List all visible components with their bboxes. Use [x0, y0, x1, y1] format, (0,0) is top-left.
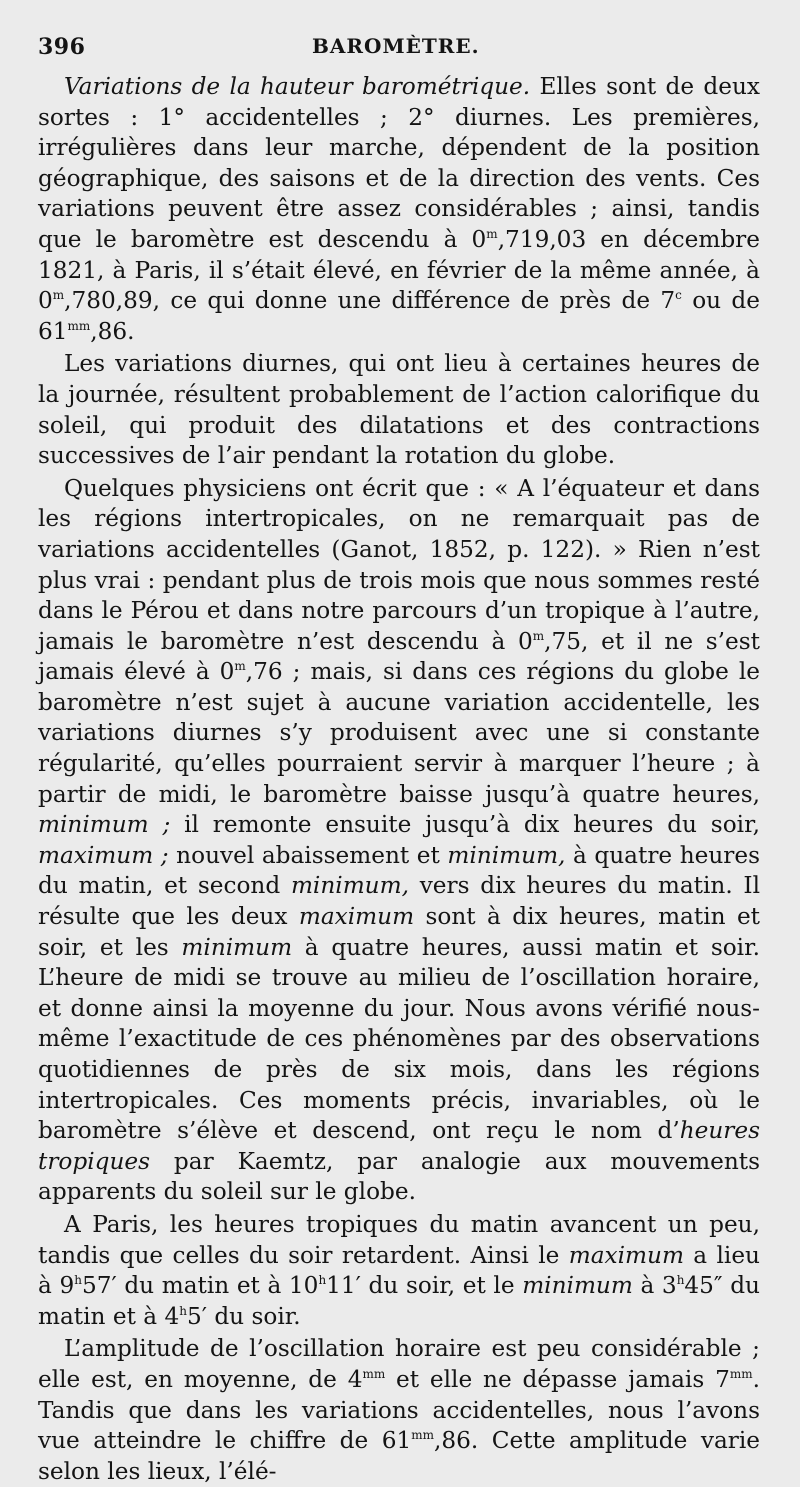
- running-head: BAROMÈTRE.: [312, 34, 480, 58]
- superscript-run: h: [74, 1273, 82, 1288]
- italic-run: maximum: [568, 1241, 684, 1269]
- text-run: ,75, et il ne s’est jamais élevé à 0: [38, 627, 760, 686]
- italic-run: minimum ;: [38, 811, 171, 839]
- text-run: L’amplitude de l’oscillation horaire est peu considérable ; elle est, en moyenne, de 4: [38, 1335, 760, 1393]
- superscript-run: m: [486, 226, 498, 241]
- italic-run: minimum: [181, 933, 293, 961]
- superscript-run: m: [234, 659, 246, 674]
- italic-run: minimum,: [290, 872, 409, 900]
- italic-run: maximum ;: [38, 841, 169, 869]
- text-run: par Kaemtz, par analogie aux mouvements apparents du soleil sur le globe.: [38, 1147, 760, 1206]
- italic-run: heures tropiques: [38, 1117, 760, 1175]
- paragraph: [38, 1210, 760, 1332]
- text-run: ,86.: [90, 317, 135, 345]
- superscript-run: h: [318, 1273, 327, 1288]
- text-run: ,719,03 en décembre 1821, à Paris, il s’était élevé, en février de la même année, à 0: [38, 225, 760, 315]
- paragraph: [38, 349, 760, 471]
- text-run: sont à dix heures, matin et soir, et les: [38, 903, 760, 961]
- text-run: et elle ne dépasse jamais 7: [385, 1365, 730, 1393]
- superscript-run: mm: [362, 1366, 386, 1381]
- page-header: [38, 28, 760, 62]
- body-text: [38, 72, 760, 1487]
- superscript-run: mm: [411, 1428, 434, 1443]
- text-run: 11′ du soir, et le: [326, 1272, 523, 1300]
- superscript-run: h: [676, 1273, 685, 1288]
- text-run: Quelques physiciens ont écrit que : « A l’équateur et dans les régions intertropicales, on ne remarquait pas de variations accidentelles (Ganot, 1852, p. 122). » Rien n’est plus vrai : pendant plus de trois mois que nous sommes resté dans le Pérou et dans notre parcours d’un tropique à l’autre, jamais le baromètre n’est descendu à 0: [38, 474, 760, 655]
- text-run: Elles sont de deux sortes : 1° accidentelles ; 2° diurnes. Les premières, irrégulières dans leur marche, dépendent de la position géographique, des saisons et de la direction des vents. Ces variations peuvent être assez considérables ; ainsi, tandis que le baromètre est descendu à 0: [38, 73, 760, 253]
- italic-run: maximum: [298, 903, 415, 931]
- superscript-run: c: [675, 288, 682, 303]
- text-run: A Paris, les heures tropiques du matin avancent un peu, tandis que celles du soir retardent. Ainsi le: [38, 1210, 760, 1269]
- text-run: ,780,89, ce qui donne une différence de près de 7: [64, 287, 676, 315]
- superscript-run: mm: [67, 318, 91, 333]
- text-run: ,76 ; mais, si dans ces régions du globe le baromètre n’est sujet à aucune variation accidentelle, les variations diurnes s’y produisent avec une si constante régularité, qu’elles pourraient servir à marquer l’heure ; à partir de midi, le baromètre baisse jusqu’à quatre heures,: [38, 658, 760, 808]
- text-run: à quatre heures du matin, et second: [38, 841, 760, 900]
- paragraph: [38, 72, 760, 347]
- text-run: 57′ du matin et à 10: [81, 1272, 319, 1300]
- text-run: ,86. Cette amplitude varie selon les lieux, l’élé-: [38, 1427, 760, 1485]
- text-run: nouvel abaissement et: [168, 841, 448, 869]
- text-run: vers dix heures du matin. Il résulte que les deux: [38, 872, 760, 931]
- superscript-run: m: [52, 288, 65, 303]
- superscript-run: m: [532, 628, 545, 643]
- text-run: ou de 61: [38, 287, 760, 345]
- italic-run: Variations de la hauteur barométrique.: [64, 73, 531, 100]
- page-number: 396: [38, 34, 86, 60]
- text-run: il remonte ensuite jusqu’à dix heures du soir,: [170, 811, 760, 839]
- text-run: . Tandis que dans les variations accidentelles, nous l’avons vue atteindre le chiffre de 61: [38, 1365, 760, 1455]
- superscript-run: h: [179, 1303, 187, 1318]
- paragraph: [38, 474, 760, 1208]
- text-run: 5′ du soir.: [186, 1302, 301, 1330]
- text-run: à quatre heures, aussi matin et soir. L’heure de midi se trouve au milieu de l’oscillation horaire, et donne ainsi la moyenne du jour. Nous avons vérifié nous-même l’exactitude de ces phénomènes par des observations quotidiennes de près de six mois, dans les régions intertropicales. Ces moments précis, invariables, où le baromètre s’élève et descend, ont reçu le nom d’: [38, 933, 760, 1145]
- italic-run: minimum: [522, 1272, 633, 1300]
- text-run: Les variations diurnes, qui ont lieu à certaines heures de la journée, résultent probablement de l’action calorifique du soleil, qui produit des dilatations et des contractions successives de l’air pendant la rotation du globe.: [38, 350, 760, 470]
- italic-run: minimum,: [447, 841, 566, 869]
- superscript-run: mm: [729, 1366, 753, 1381]
- text-run: 45″ du matin et à 4: [38, 1272, 760, 1330]
- text-run: a lieu à 9: [38, 1241, 760, 1300]
- text-run: à 3: [632, 1272, 677, 1300]
- paragraph: [38, 1334, 760, 1487]
